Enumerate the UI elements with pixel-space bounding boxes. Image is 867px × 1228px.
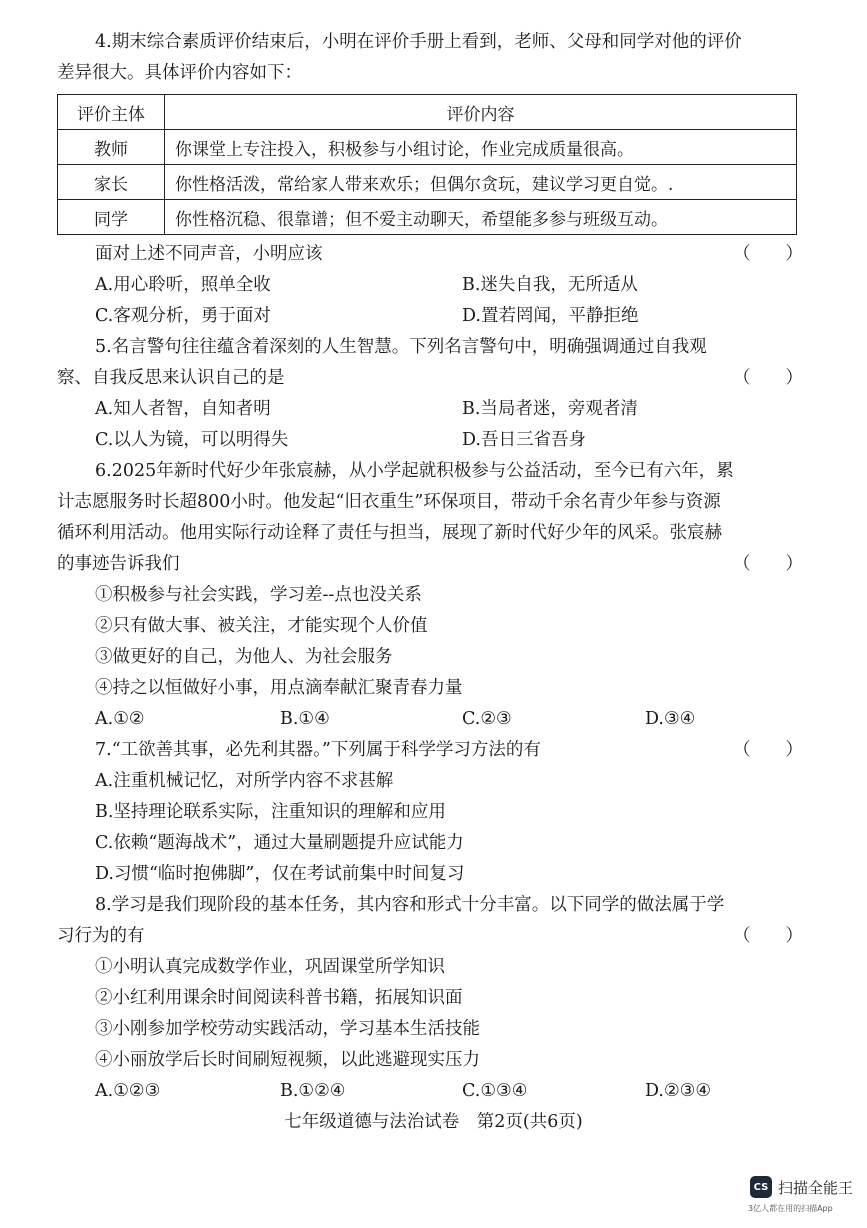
table-row [58, 200, 797, 235]
q7-stem-line1: 7.“工欲善其事，必先利其器。”下列属于科学学习方法的有 [95, 740, 541, 760]
q8-answer-paren: （ ） [733, 926, 803, 946]
q6-stem-line2: 计志愿服务时长超800小时。他发起“旧衣重生”环保项目，带动千余名青少年参与资源 [57, 492, 721, 512]
q4-answer-paren: （ ） [733, 244, 803, 264]
watermark-app-name: 扫描全能王 [778, 1178, 854, 1197]
table-row [58, 165, 797, 200]
q6-option-b: B.①④ [280, 709, 330, 729]
q6-stem-line1: 6.2025年新时代好少年张宸赫，从小学起就积极参与公益活动，至今已有六年，累 [95, 461, 734, 481]
q8-stem-line1: 8.学习是我们现阶段的基本任务，其内容和形式十分丰富。以下同学的做法属于学 [95, 895, 725, 915]
table-cell-subject: 家长 [58, 165, 165, 200]
q8-item: ④小丽放学后长时间刷短视频，以此逃避现实压力 [95, 1050, 480, 1070]
table-header-content: 评价内容 [165, 95, 797, 130]
q6-answer-paren: （ ） [733, 554, 803, 574]
q7-option-c: C.依赖“题海战术”，通过大量刷题提升应试能力 [95, 833, 464, 853]
table-row [58, 130, 797, 165]
q4-question: 面对上述不同声音，小明应该 [95, 244, 323, 264]
q6-item: ③做更好的自己，为他人、为社会服务 [95, 647, 393, 667]
q4-stem-line1: 4.期末综合素质评价结束后，小明在评价手册上看到，老师、父母和同学对他的评价 [95, 32, 742, 52]
q4-option-d: D.置若罔闻，平静拒绝 [462, 306, 639, 326]
q6-item: ④持之以恒做好小事，用点滴奉献汇聚青春力量 [95, 678, 463, 698]
q5-stem-line1: 5.名言警句往往蕴含着深刻的人生智慧。下列名言警句中，明确强调通过自我观 [95, 337, 707, 357]
q7-option-b: B.坚持理论联系实际，注重知识的理解和应用 [95, 802, 446, 822]
table-cell-content: 你性格活泼，常给家人带来欢乐；但偶尔贪玩，建议学习更自觉。. [165, 165, 797, 200]
q6-option-c: C.②③ [462, 709, 512, 729]
page-footer: 七年级道德与法治试卷 第2页(共6页) [284, 1112, 583, 1132]
scanner-watermark [750, 1176, 853, 1198]
evaluation-table [57, 94, 797, 235]
q8-stem-line2: 习行为的有 [57, 926, 145, 946]
q8-option-a: A.①②③ [95, 1081, 161, 1101]
table-cell-subject: 同学 [58, 200, 165, 235]
q4-option-a: A.用心聆听，照单全收 [95, 275, 271, 295]
q7-option-d: D.习惯“临时抱佛脚”，仅在考试前集中时间复习 [95, 864, 465, 884]
q6-option-a: A.①② [95, 709, 145, 729]
q6-item: ②只有做大事、被关注，才能实现个人价值 [95, 616, 428, 636]
table-header-row [58, 95, 797, 130]
q6-item: ①积极参与社会实践，学习差--点也没关系 [95, 585, 422, 605]
q8-option-b: B.①②④ [280, 1081, 346, 1101]
table-cell-subject: 教师 [58, 130, 165, 165]
camscanner-logo-icon: CS [750, 1176, 772, 1198]
q5-option-b: B.当局者迷，旁观者清 [462, 399, 638, 419]
table-cell-content: 你性格沉稳、很靠谱；但不爱主动聊天，希望能多参与班级互动。 [165, 200, 797, 235]
table-header-subject: 评价主体 [58, 95, 165, 130]
q5-option-c: C.以人为镜，可以明得失 [95, 430, 289, 450]
table-cell-content: 你课堂上专注投入，积极参与小组讨论，作业完成质量很高。 [165, 130, 797, 165]
q5-option-d: D.吾日三省吾身 [462, 430, 586, 450]
q5-option-a: A.知人者智，自知者明 [95, 399, 271, 419]
q8-option-d: D.②③④ [645, 1081, 712, 1101]
q8-item: ①小明认真完成数学作业，巩固课堂所学知识 [95, 957, 445, 977]
q4-stem-line2: 差异很大。具体评价内容如下： [57, 63, 302, 83]
q7-option-a: A.注重机械记忆，对所学内容不求甚解 [95, 771, 394, 791]
q6-option-d: D.③④ [645, 709, 696, 729]
watermark-tagline: 3亿人都在用的扫描App [748, 1204, 833, 1213]
q6-stem-line4: 的事迹告诉我们 [57, 554, 180, 574]
q5-answer-paren: （ ） [733, 368, 803, 388]
q8-item: ②小红利用课余时间阅读科普书籍，拓展知识面 [95, 988, 463, 1008]
q8-option-c: C.①③④ [462, 1081, 528, 1101]
q4-option-b: B.迷失自我，无所适从 [462, 275, 638, 295]
q5-stem-line2: 察、自我反思来认识自己的是 [57, 368, 285, 388]
q8-item: ③小刚参加学校劳动实践活动，学习基本生活技能 [95, 1019, 480, 1039]
q4-option-c: C.客观分析，勇于面对 [95, 306, 271, 326]
q7-answer-paren: （ ） [733, 740, 803, 760]
q6-stem-line3: 循环利用活动。他用实际行动诠释了责任与担当，展现了新时代好少年的风采。张宸赫 [57, 523, 722, 543]
